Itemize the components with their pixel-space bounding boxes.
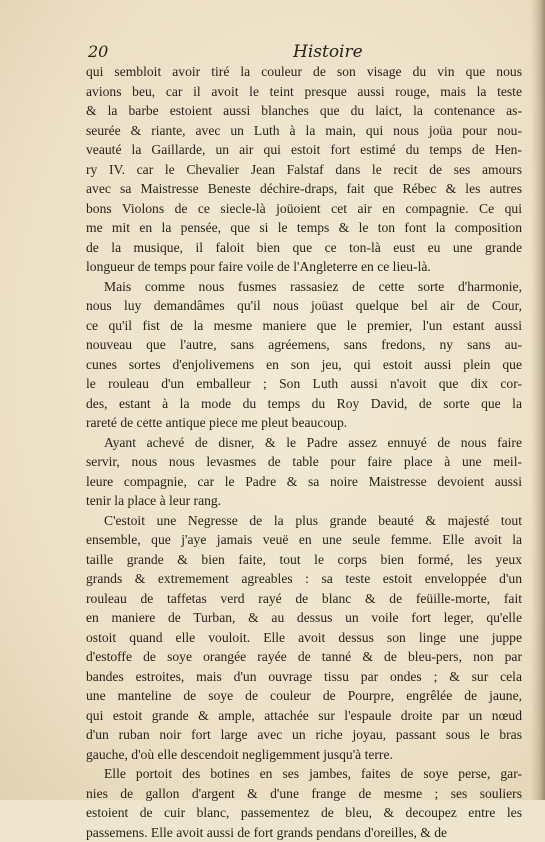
text-line: seurée & riante, avec un Luth à la main, qui nous joüa pour nou- xyxy=(86,121,522,141)
text-line: longueur de temps pour faire voile de l'Angleterre en ce lieu-là. xyxy=(86,257,522,277)
text-line: Elle portoit des botines en ses jambes, faites de soye perse, gar- xyxy=(86,764,522,784)
text-line: qui estoit grande & ample, attachée sur l'espaule droite par un nœud xyxy=(86,706,522,726)
running-title: Histoire xyxy=(293,42,363,62)
text-line: nouveau que l'autre, sans agréemens, sans fredons, ny sans au- xyxy=(86,335,522,355)
text-line: d'un ruban noir fort large avec un riche joyau, passant sous le bras xyxy=(86,725,522,745)
text-line: d'estoffe de soye orangée rayée de tanné & de bleu-pers, non par xyxy=(86,647,522,667)
text-line: qui sembloit avoir tiré la couleur de son visage du vin que nous xyxy=(86,62,522,82)
text-line: C'estoit une Negresse de la plus grande beauté & majesté tout xyxy=(86,511,522,531)
text-line: me mit en la pensée, que si le temps & le ton font la composition xyxy=(86,218,522,238)
body-text xyxy=(86,62,522,842)
text-line: avec sa Maistresse Beneste déchire-draps, fait que Rébec & les autres xyxy=(86,179,522,199)
text-line: taille grande & bien faite, tout le corps bien formé, les yeux xyxy=(86,550,522,570)
text-line: bons Violons de ce siecle-là joüoient cet air en compagnie. Ce qui xyxy=(86,199,522,219)
paragraph xyxy=(86,764,522,842)
text-line: bandes estroites, mais d'un ouvrage tissu par ondes ; & sur cela xyxy=(86,667,522,687)
text-line: Ayant achevé de disner, & le Padre assez ennuyé de nous faire xyxy=(86,433,522,453)
paragraph xyxy=(86,511,522,765)
text-line: Mais comme nous fusmes rassasiez de cette sorte d'harmonie, xyxy=(86,277,522,297)
text-line: ry IV. car le Chevalier Jean Falstaf dans le recit de ses amours xyxy=(86,160,522,180)
text-line: nies de gallon d'argent & d'une frange de mesme ; ses souliers xyxy=(86,784,522,804)
page-header xyxy=(88,42,518,64)
text-line: le rouleau d'un emballeur ; Son Luth aussi n'avoit que dix cor- xyxy=(86,374,522,394)
text-line: gauche, d'où elle descendoit negligemment jusqu'à terre. xyxy=(86,745,522,765)
text-line: nous luy demandâmes qu'il nous joüast quelque bel air de Cour, xyxy=(86,296,522,316)
text-line: ensemble, que j'aye jamais veuë en une seule femme. Elle avoit la xyxy=(86,530,522,550)
text-line: avions beu, car il avoit le teint presque aussi rouge, mais la teste xyxy=(86,82,522,102)
text-line: ce qu'il fist de la mesme maniere que le premier, l'un estant aussi xyxy=(86,316,522,336)
text-line: rareté de cette antique piece me pleut beaucoup. xyxy=(86,413,522,433)
text-line: passemens. Elle avoit aussi de fort grands pendans d'oreilles, & de xyxy=(86,823,522,842)
text-line: ostoit quand elle vouloit. Elle avoit dessus son linge une juppe xyxy=(86,628,522,648)
text-line: grands & extremement agreables : sa teste estoit enveloppée d'un xyxy=(86,569,522,589)
text-line: cunes sortes d'enjolivemens en son jeu, qui estoit aussi plein que xyxy=(86,355,522,375)
text-line: estoient de cuir blanc, passementez de bleu, & decoupez entre les xyxy=(86,803,522,823)
text-line: des, estant à la mode du temps du Roy David, de sorte que la xyxy=(86,394,522,414)
text-line: leure compagnie, car le Padre & sa noire Maistresse devoient aussi xyxy=(86,472,522,492)
paragraph xyxy=(86,277,522,433)
page-number: 20 xyxy=(88,42,108,61)
text-line: en maniere de Turban, & au dessus un voile fort leger, qu'elle xyxy=(86,608,522,628)
text-line: une manteline de soye de couleur de Pourpre, engrêlée de jaune, xyxy=(86,686,522,706)
text-line: & la barbe estoient aussi blanches que du laict, la contenance as- xyxy=(86,101,522,121)
text-line: servir, nous nous levasmes de table pour faire place à une meil- xyxy=(86,452,522,472)
text-line: de la musique, il faloit bien que ce ton-là eust eu une grande xyxy=(86,238,522,258)
page-spine-shadow xyxy=(531,0,545,800)
text-line: veauté la Gaillarde, un air qui estoit fort estimé du temps de Hen- xyxy=(86,140,522,160)
paragraph xyxy=(86,62,522,277)
paragraph xyxy=(86,433,522,511)
text-line: tenir la place à leur rang. xyxy=(86,491,522,511)
text-line: rouleau de taffetas verd rayé de blanc & de feüille-morte, fait xyxy=(86,589,522,609)
